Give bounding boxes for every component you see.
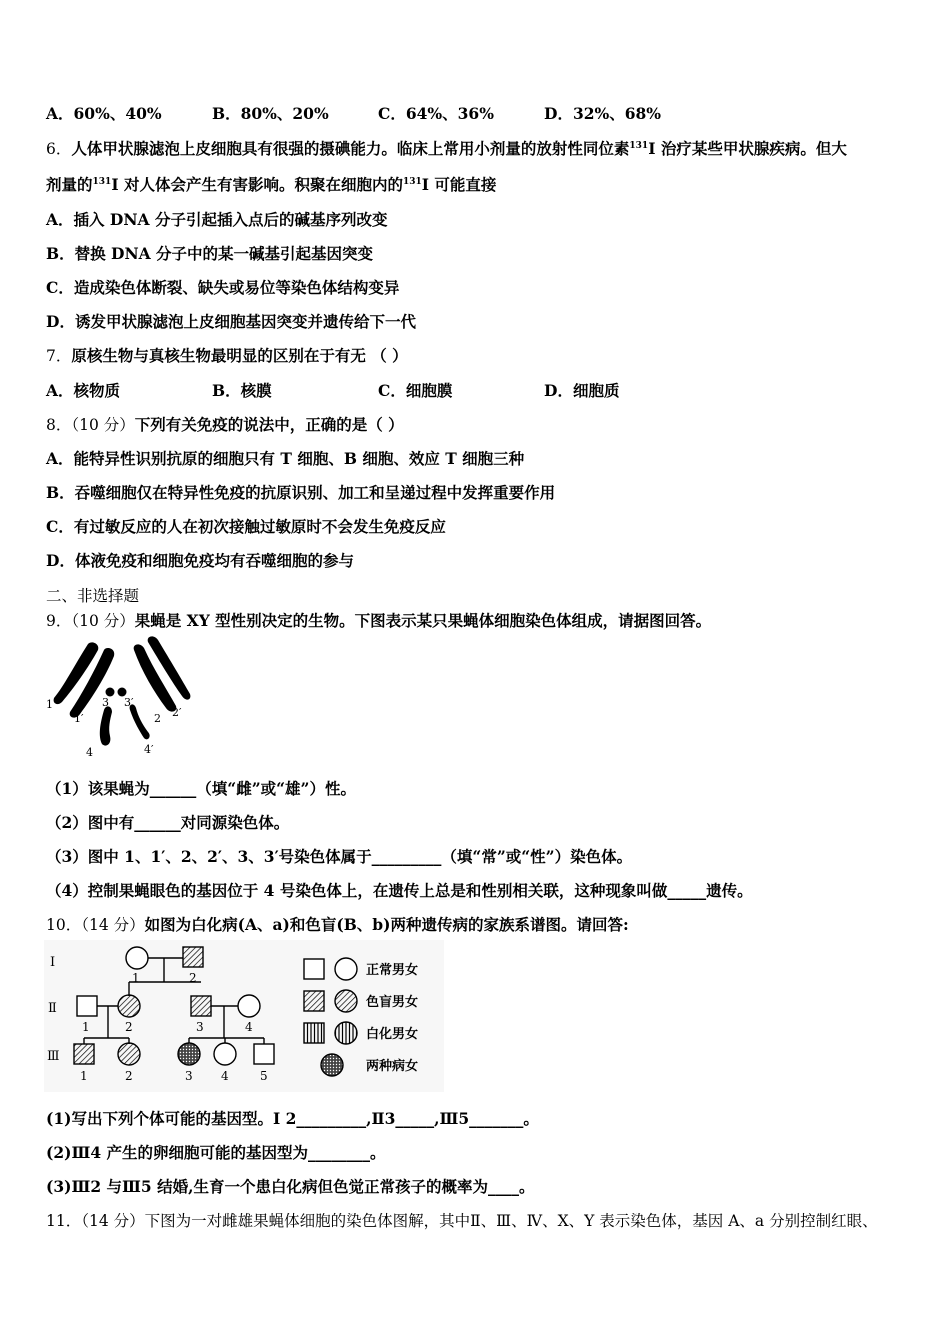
q7-stem xyxy=(46,344,408,366)
III4-normal-female xyxy=(214,1043,236,1065)
q5-option-b: B．80%、20% xyxy=(212,104,329,123)
q6-option-a: A．插入 DNA 分子引起插入点后的碱基序列改变 xyxy=(46,210,388,229)
III2-num: 2 xyxy=(125,1069,133,1083)
fig-label-3-prime: 3′ xyxy=(124,696,134,709)
II3-colorblind-male xyxy=(191,996,211,1016)
gen-label-1: Ⅰ xyxy=(50,955,56,970)
q6-option-b: B．替换 DNA 分子中的某一碱基引起基因突变 xyxy=(46,244,374,263)
q8-stem xyxy=(46,413,404,435)
q10-sub-3: (3)Ⅲ2 与Ⅲ5 结婚,生育一个患白化病但色觉正常孩子的概率为____。 xyxy=(46,1177,535,1196)
II4-normal-female xyxy=(238,995,260,1017)
q5-options xyxy=(46,102,661,124)
q5-option-a: A．60%、40% xyxy=(46,104,162,123)
q5-option-d: D．32%、68% xyxy=(544,104,662,123)
chromosome-4-prime xyxy=(130,704,150,739)
q10-stem xyxy=(46,913,629,935)
legend-colorblind-label: 色盲男女 xyxy=(366,995,419,1010)
q6-option-c: C．造成染色体断裂、缺失或易位等染色体结构变异 xyxy=(46,278,400,297)
q9-sub-3: （3）图中 1、1′、2、2′、3、3′号染色体属于_________（填“常”或“性”）染色体。 xyxy=(46,847,633,866)
legend-albino-label: 白化男女 xyxy=(366,1027,419,1042)
q10-sub-2: (2)Ⅲ4 产生的卵细胞可能的基因型为________。 xyxy=(46,1143,386,1162)
legend-albino-male xyxy=(304,1023,324,1043)
q9-stem xyxy=(46,609,711,631)
q6-text-c: 剂量的 xyxy=(46,175,93,194)
q6-text-d: I 对人体会产生有害影响。积聚在细胞内的 xyxy=(111,175,403,194)
q6-option-d: D．诱发甲状腺滤泡上皮细胞基因突变并遗传给下一代 xyxy=(46,312,416,331)
q10-number: 10．（14 分） xyxy=(46,916,145,934)
fig-label-4: 4 xyxy=(86,746,93,759)
legend-albino-female xyxy=(335,1022,357,1044)
q9-sub-4: （4）控制果蝇眼色的基因位于 4 号染色体上，在遗传上总是和性别相关联，这种现象叫做_____遗传。 xyxy=(46,881,753,900)
q6-sup-3: 131 xyxy=(402,177,422,187)
q8-number: 8．（10 分） xyxy=(46,416,135,434)
II2-colorblind-female xyxy=(118,995,140,1017)
legend-colorblind-male xyxy=(304,991,324,1011)
III2-colorblind-female xyxy=(118,1043,140,1065)
q9-number: 9．（10 分） xyxy=(46,612,135,630)
q6-stem-line2 xyxy=(46,173,496,195)
fig-label-1: 1 xyxy=(46,698,53,711)
q6-text-e: I 可能直接 xyxy=(421,175,497,194)
q6-stem-line1 xyxy=(46,137,847,159)
legend-normal-female xyxy=(335,958,357,980)
q8-option-a: A．能特异性识别抗原的细胞只有 T 细胞、B 细胞、效应 T 细胞三种 xyxy=(46,449,525,468)
legend-colorblind-female xyxy=(335,990,357,1012)
q9-sub-2: （2）图中有______对同源染色体。 xyxy=(46,813,290,832)
legend-normal-male xyxy=(304,959,324,979)
III3-num: 3 xyxy=(185,1069,193,1083)
q7-option-d: D．细胞质 xyxy=(544,381,620,400)
II1-num: 1 xyxy=(82,1020,90,1034)
q8-option-b: B．吞噬细胞仅在特异性免疫的抗原识别、加工和呈递过程中发挥重要作用 xyxy=(46,483,556,502)
q7-option-b: B．核膜 xyxy=(212,381,272,400)
q8-option-c: C．有过敏反应的人在初次接触过敏原时不会发生免疫反应 xyxy=(46,517,446,536)
I2-colorblind-male xyxy=(183,947,203,967)
q9-text: 果蝇是 XY 型性别决定的生物。下图表示某只果蝇体细胞染色体组成，请据图回答。 xyxy=(134,611,712,630)
III3-both-diseases-female xyxy=(178,1043,200,1065)
q7-text: 原核生物与真核生物最明显的区别在于有无 （ ） xyxy=(71,346,408,365)
III4-num: 4 xyxy=(221,1069,229,1083)
chromosome-2 xyxy=(134,644,177,711)
II2-num: 2 xyxy=(125,1020,133,1034)
q8-option-d: D．体液免疫和细胞免疫均有吞噬细胞的参与 xyxy=(46,551,354,570)
I1-num: 1 xyxy=(132,971,140,985)
q7-number: 7． xyxy=(46,347,72,365)
gen-label-2: Ⅱ xyxy=(48,1001,57,1016)
q6-sup-1: 131 xyxy=(629,141,649,151)
fig-label-4-prime: 4′ xyxy=(144,743,154,756)
legend-both-diseases-female xyxy=(321,1054,343,1076)
q11-stem xyxy=(46,1209,878,1231)
chromosome-4 xyxy=(100,706,112,745)
legend-both-diseases-label: 两种病女 xyxy=(366,1059,419,1074)
fig-label-2-prime: 2′ xyxy=(172,706,182,719)
III1-num: 1 xyxy=(80,1069,88,1083)
III1-colorblind-male xyxy=(74,1044,94,1064)
q5-option-c: C．64%、36% xyxy=(378,104,494,123)
III5-num: 5 xyxy=(260,1069,268,1083)
fig-label-3: 3 xyxy=(102,696,109,709)
II4-num: 4 xyxy=(245,1020,253,1034)
I2-num: 2 xyxy=(189,971,197,985)
q10-text: 如图为白化病(A、a)和色盲(B、b)两种遗传病的家族系谱图。请回答: xyxy=(144,915,629,934)
q10-pedigree-figure xyxy=(44,940,444,1092)
q6-text-b: I 治疗某些甲状腺疾病。但大 xyxy=(648,139,847,158)
q11-text: 下图为一对雌雄果蝇体细胞的染色体图解，其中Ⅱ、Ⅲ、Ⅳ、X、Y 表示染色体，基因 A、a 分别控制红眼、 xyxy=(144,1212,878,1230)
q7-option-a: A．核物质 xyxy=(46,381,121,400)
q10-sub-1: (1)写出下列个体可能的基因型。Ⅰ 2_________,Ⅱ3_____,Ⅲ5_______。 xyxy=(46,1109,539,1128)
q11-number: 11．（14 分） xyxy=(46,1212,145,1230)
legend-normal-label: 正常男女 xyxy=(366,963,419,978)
q6-sup-2: 131 xyxy=(92,177,112,187)
q7-options xyxy=(46,379,619,401)
q8-text: 下列有关免疫的说法中，正确的是（ ） xyxy=(134,415,404,434)
section-heading: 二、非选择题 xyxy=(46,587,140,605)
q9-sub-1: （1）该果蝇为______（填“雌”或“雄”）性。 xyxy=(46,779,356,798)
q6-text-a: 人体甲状腺滤泡上皮细胞具有很强的摄碘能力。临床上常用小剂量的放射性同位素 xyxy=(71,139,630,158)
q7-option-c: C．细胞膜 xyxy=(378,381,453,400)
II3-num: 3 xyxy=(196,1020,204,1034)
fig-label-2: 2 xyxy=(154,712,161,725)
fig-label-1-prime: 1′ xyxy=(74,712,84,725)
I1-normal-female xyxy=(126,947,148,969)
gen-label-3: Ⅲ xyxy=(47,1049,60,1064)
q9-chromosome-figure xyxy=(44,636,196,764)
q6-number: 6． xyxy=(46,140,72,158)
II1-normal-male xyxy=(77,996,97,1016)
III5-normal-male xyxy=(254,1044,274,1064)
